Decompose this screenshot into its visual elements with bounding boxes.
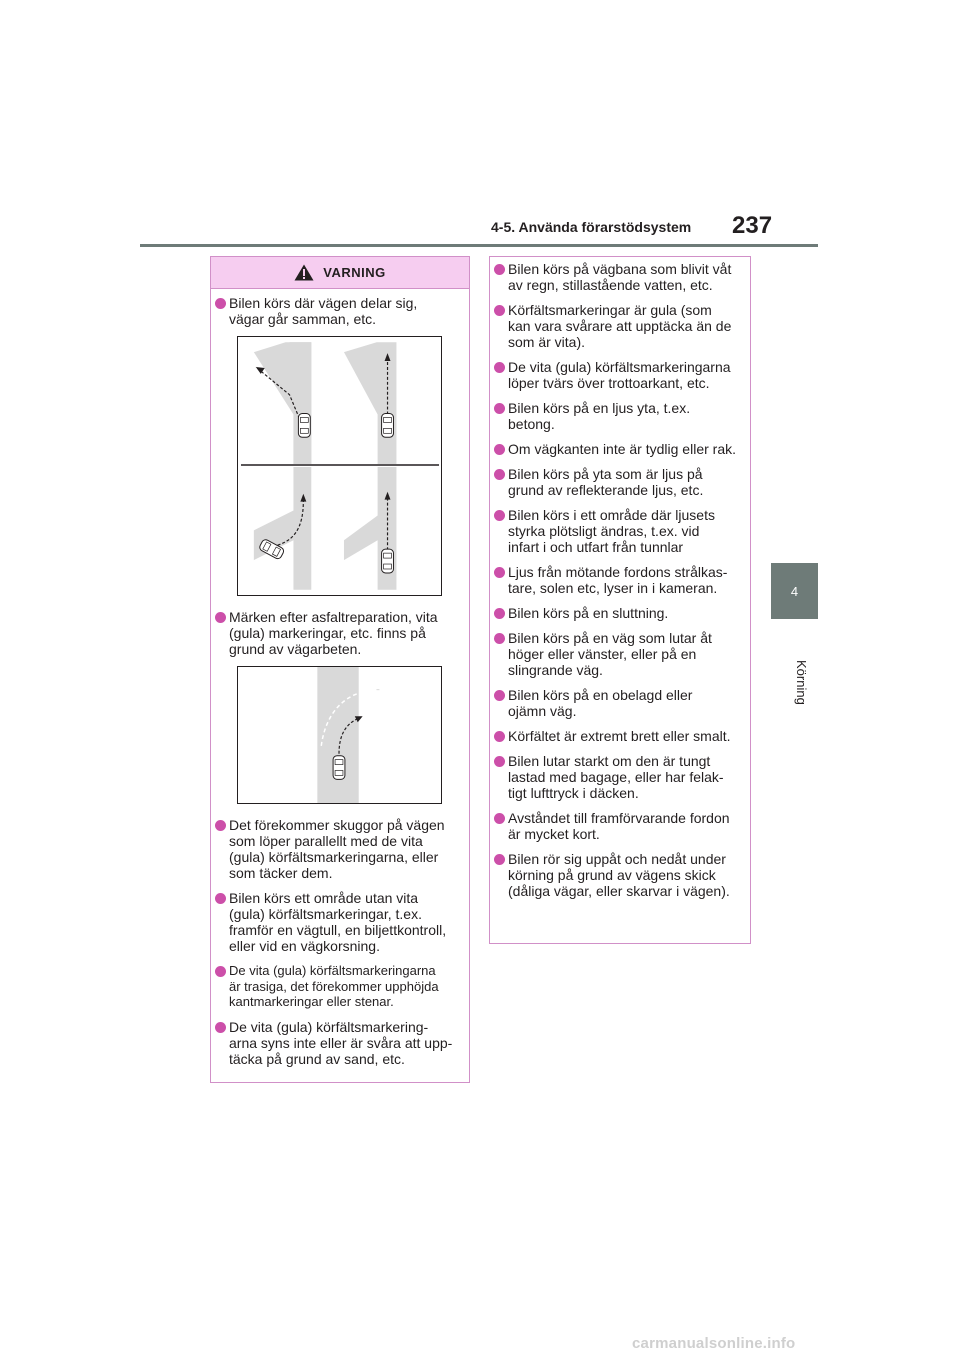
bullet-icon bbox=[215, 893, 226, 904]
chapter-label: Körning bbox=[794, 660, 809, 705]
list-item: Körfältet är extremt brett eller smalt. bbox=[494, 728, 742, 744]
bullet-icon bbox=[494, 403, 505, 414]
bullet-icon bbox=[494, 362, 505, 373]
list-item: Ljus från mötande fordons strålkas- tare, solen etc, lyser in i kameran. bbox=[494, 564, 742, 596]
car-icon bbox=[382, 414, 394, 438]
list-item: Bilen rör sig uppåt och nedåt under körning på grund av vägens skick (dåliga vägar, eller skarvar i vägen). bbox=[494, 851, 742, 899]
bullet-icon bbox=[494, 731, 505, 742]
list-item: De vita (gula) körfältsmarkering- arna syns inte eller är svåra att upp- täcka på grund av sand, etc. bbox=[215, 1019, 461, 1067]
bullet-icon bbox=[494, 510, 505, 521]
list-item: De vita (gula) körfältsmarkeringarna är trasiga, det förekommer upphöjda kantmarkeringar eller stenar. bbox=[215, 963, 461, 1010]
bullet-icon bbox=[494, 608, 505, 619]
bullet-icon bbox=[215, 1022, 226, 1033]
list-item: Bilen körs i ett område där ljusets styrka plötsligt ändras, t.ex. vid infart i och utfart från tunnlar bbox=[494, 507, 742, 555]
list-item: Bilen körs på en obelagd eller ojämn väg. bbox=[494, 687, 742, 719]
bullet-icon bbox=[494, 567, 505, 578]
section-title: 4-5. Använda förarstödsystem bbox=[491, 219, 692, 235]
list-item: Bilen körs på en väg som lutar åt höger eller vänster, eller på en slingrande väg. bbox=[494, 630, 742, 678]
bullet-icon bbox=[494, 305, 505, 316]
car-icon bbox=[382, 549, 394, 573]
bullet-icon bbox=[494, 854, 505, 865]
warning-items-right bbox=[490, 257, 750, 899]
list-item: Bilen körs där vägen delar sig, vägar går samman, etc. bbox=[215, 295, 461, 327]
list-item: Bilen lutar starkt om den är tungt lastad med bagage, eller har felak- tigt lufttryck i däcken. bbox=[494, 753, 742, 801]
illustration-repair-markings bbox=[237, 666, 442, 804]
illustration-road-merging bbox=[237, 336, 442, 596]
header-rule bbox=[140, 244, 818, 247]
page-number: 237 bbox=[732, 212, 773, 239]
bullet-icon bbox=[215, 966, 226, 977]
list-item: Bilen körs på vägbana som blivit våt av regn, stillastående vatten, etc. bbox=[494, 261, 742, 293]
bullet-icon bbox=[494, 444, 505, 455]
watermark: carmanualsonline.info bbox=[632, 1335, 796, 1352]
bullet-icon bbox=[494, 690, 505, 701]
list-item: Om vägkanten inte är tydlig eller rak. bbox=[494, 441, 742, 457]
warning-title: VARNING bbox=[323, 265, 386, 280]
car-icon bbox=[298, 414, 310, 438]
bullet-icon bbox=[494, 469, 505, 480]
list-item: Märken efter asfaltreparation, vita (gula) markeringar, etc. finns på grund av vägarbeten. bbox=[215, 609, 461, 657]
bullet-icon bbox=[215, 298, 226, 309]
list-item: Bilen körs på en ljus yta, t.ex. betong. bbox=[494, 400, 742, 432]
bullet-icon bbox=[494, 813, 505, 824]
warning-header bbox=[211, 257, 469, 289]
bullet-icon bbox=[215, 820, 226, 831]
list-item: Bilen körs på yta som är ljus på grund av reflekterande ljus, etc. bbox=[494, 466, 742, 498]
bullet-icon bbox=[494, 264, 505, 275]
list-item: Bilen körs på en sluttning. bbox=[494, 605, 742, 621]
bullet-icon bbox=[215, 612, 226, 623]
bullet-icon bbox=[494, 756, 505, 767]
list-item: Det förekommer skuggor på vägen som löper parallellt med de vita (gula) körfältsmarkeringarna, eller som täcker dem. bbox=[215, 817, 461, 881]
warning-items-left bbox=[211, 289, 469, 1067]
list-item: Bilen körs ett område utan vita (gula) körfältsmarkeringar, t.ex. framför en vägtull, en biljettkontroll, eller vid en vägkorsning. bbox=[215, 890, 461, 954]
list-item: Avståndet till framförvarande fordon är mycket kort. bbox=[494, 810, 742, 842]
list-item: De vita (gula) körfältsmarkeringarna löper tvärs över trottoarkant, etc. bbox=[494, 359, 742, 391]
chapter-number: 4 bbox=[790, 583, 799, 599]
car-icon bbox=[333, 756, 345, 780]
warning-box-right bbox=[489, 256, 751, 944]
chapter-tab bbox=[771, 563, 818, 619]
warning-box-left bbox=[210, 256, 470, 1083]
bullet-icon bbox=[494, 633, 505, 644]
warning-triangle-icon bbox=[294, 264, 314, 281]
list-item: Körfältsmarkeringar är gula (som kan vara svårare att upptäcka än de som är vita). bbox=[494, 302, 742, 350]
